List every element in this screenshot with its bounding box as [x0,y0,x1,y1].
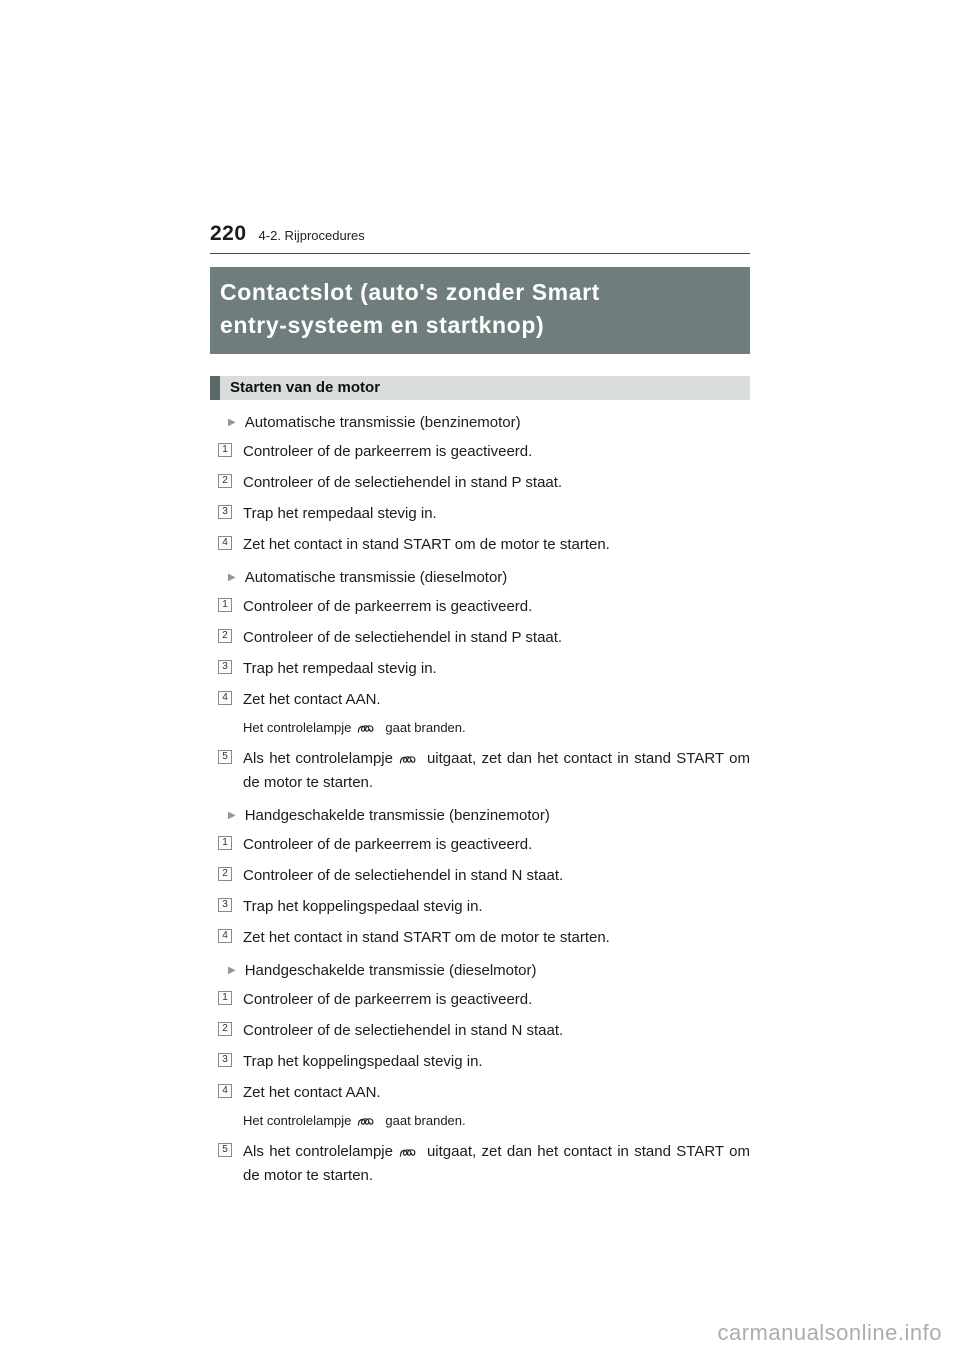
glow-plug-icon [356,721,380,738]
step-text [243,1141,750,1186]
step-number-box: 4 [218,691,232,705]
procedure-heading-text: Automatische transmissie (benzinemotor) [244,413,521,431]
indicator-note [243,1113,750,1131]
note-text-after: gaat branden. [385,719,466,735]
step-text: Controleer of de parkeerrem is geactiveerd. [243,442,533,460]
section-title: Starten van de motor [230,378,381,396]
watermark: carmanualsonline.info [717,1320,942,1345]
note-text-before: Het controlelampje [243,1112,352,1128]
step-text: Trap het rempedaal stevig in. [243,504,437,522]
step-number-box: 2 [218,1022,232,1036]
triangle-bullet-icon: ▶ [228,571,236,583]
section-bar-accent [210,376,220,400]
page-number: 220 [210,222,247,245]
section-bar [210,376,750,400]
procedure-heading-text: Handgeschakelde transmissie (dieselmotor) [244,961,537,979]
procedure-heading-text: Handgeschakelde transmissie (benzinemotor) [244,806,550,824]
step-number-box: 2 [218,867,232,881]
step-text: Controleer of de parkeerrem is geactiveerd. [243,597,533,615]
breadcrumb: 4-2. Rijprocedures [258,228,365,243]
procedure-step [218,689,750,710]
procedure-step [218,989,750,1010]
step-number-box: 3 [218,898,232,912]
step-number-box: 4 [218,536,232,550]
step-number-box: 4 [218,1084,232,1098]
procedure-step [218,658,750,679]
procedure-step [218,748,750,793]
step-text: Controleer of de selectiehendel in stand P staat. [243,473,563,491]
step-text: Controleer of de selectiehendel in stand N staat. [243,866,564,884]
procedure-step [218,896,750,917]
procedure-step [218,627,750,648]
triangle-bullet-icon: ▶ [228,964,236,976]
procedure-step [218,1020,750,1041]
procedure-step [218,596,750,617]
procedure-section [210,414,750,555]
chapter-title-line2: entry-systeem en startknop) [220,312,545,339]
step-text-before: Als het controlelampje [243,749,393,767]
step-text: Controleer of de parkeerrem is geactiveerd. [243,835,533,853]
procedure-heading-text: Automatische transmissie (dieselmotor) [244,568,508,586]
procedure-section [210,962,750,1186]
step-text-before: Als het controlelampje [243,1142,393,1160]
procedure-step [218,1082,750,1103]
procedure-heading [228,807,750,824]
step-number-box: 1 [218,836,232,850]
step-number-box: 1 [218,443,232,457]
note-text-after: gaat branden. [385,1112,466,1128]
indicator-note [243,720,750,738]
procedure-section [210,807,750,948]
procedure-step [218,503,750,524]
step-text: Zet het contact AAN. [243,1083,381,1101]
step-number-box: 4 [218,929,232,943]
step-text: Controleer of de selectiehendel in stand N staat. [243,1021,564,1039]
step-text: Zet het contact in stand START om de motor te starten. [243,928,610,946]
step-number-box: 2 [218,474,232,488]
step-text [243,748,750,793]
procedure-heading [228,962,750,979]
step-text: Controleer of de parkeerrem is geactiveerd. [243,990,533,1008]
step-number-box: 1 [218,598,232,612]
procedure-step [218,1051,750,1072]
procedure-heading [228,569,750,586]
step-number-box: 5 [218,750,232,764]
procedure-step [218,472,750,493]
procedure-step [218,834,750,855]
step-text-after: uitgaat, zet dan het contact in stand START om de motor te starten. [243,749,751,791]
step-text: Controleer of de selectiehendel in stand P staat. [243,628,563,646]
step-number-box: 3 [218,660,232,674]
step-number-box: 1 [218,991,232,1005]
procedure-heading [228,414,750,431]
step-text-after: uitgaat, zet dan het contact in stand START om de motor te starten. [243,1142,751,1184]
procedure-step [218,1141,750,1186]
step-text: Trap het koppelingspedaal stevig in. [243,1052,483,1070]
step-text: Zet het contact in stand START om de motor te starten. [243,535,610,553]
step-number-box: 5 [218,1143,232,1157]
page-header [210,222,750,254]
glow-plug-icon [356,1114,380,1131]
step-text: Trap het rempedaal stevig in. [243,659,437,677]
procedure-step [218,865,750,886]
glow-plug-icon [398,751,422,772]
procedure-step [218,927,750,948]
step-text: Zet het contact AAN. [243,690,381,708]
glow-plug-icon [398,1144,422,1165]
note-text-before: Het controlelampje [243,719,352,735]
chapter-title-line1: Contactslot (auto's zonder Smart [220,279,600,305]
step-number-box: 2 [218,629,232,643]
procedure-step [218,441,750,462]
procedure-section [210,569,750,793]
triangle-bullet-icon: ▶ [228,416,236,428]
step-number-box: 3 [218,1053,232,1067]
page-content [210,222,750,1196]
procedure-step [218,534,750,555]
chapter-title-box [210,267,750,354]
step-text: Trap het koppelingspedaal stevig in. [243,897,483,915]
triangle-bullet-icon: ▶ [228,809,236,821]
step-number-box: 3 [218,505,232,519]
